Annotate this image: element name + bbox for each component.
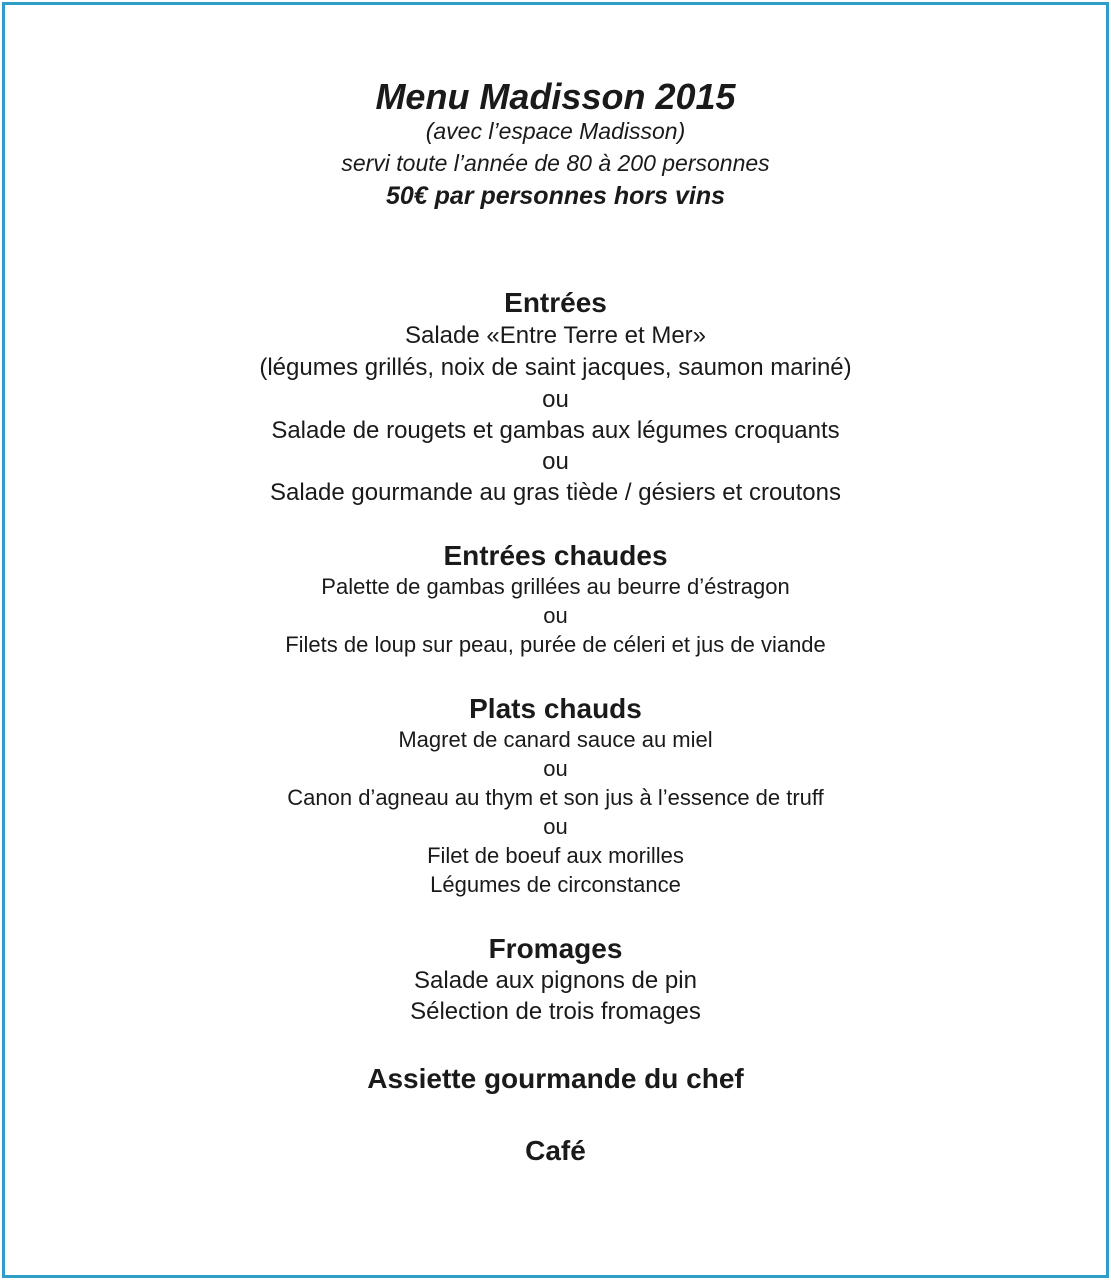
section-heading-cafe: Café <box>525 1135 586 1166</box>
menu-separator-ou: ou <box>542 386 569 413</box>
menu-item: Filet de boeuf aux morilles <box>427 843 684 868</box>
section-heading-entrees-chaudes: Entrées chaudes <box>443 540 668 571</box>
menu-subtitle-venue: (avec l’espace Madisson) <box>425 118 686 144</box>
menu-item: Salade aux pignons de pin <box>414 967 697 994</box>
section-heading-plats-chauds: Plats chauds <box>469 693 642 724</box>
menu-item: Magret de canard sauce au miel <box>398 727 713 752</box>
menu-item: Sélection de trois fromages <box>410 998 701 1025</box>
menu-item: Filets de loup sur peau, purée de céleri et jus de viande <box>285 632 826 657</box>
menu-item-detail: (légumes grillés, noix de saint jacques, saumon mariné) <box>259 354 852 381</box>
menu-separator-ou: ou <box>543 756 568 781</box>
menu-item: Salade de rougets et gambas aux légumes croquants <box>271 417 840 444</box>
menu-separator-ou: ou <box>542 448 569 475</box>
section-heading-entrees: Entrées <box>504 287 607 318</box>
menu-separator-ou: ou <box>543 603 568 628</box>
menu-item: Canon d’agneau au thym et son jus à l’essence de truff <box>287 785 824 810</box>
menu-item: Salade «Entre Terre et Mer» <box>404 322 707 349</box>
section-heading-dessert: Assiette gourmande du chef <box>367 1063 744 1094</box>
menu-item: Palette de gambas grillées au beurre d’éstragon <box>321 574 790 599</box>
menu-separator-ou: ou <box>543 814 568 839</box>
menu-subtitle-capacity: servi toute l’année de 80 à 200 personnes <box>341 150 770 176</box>
menu-item: Salade gourmande au gras tiède / gésiers et croutons <box>269 479 842 506</box>
menu-title: Menu Madisson 2015 <box>375 76 736 117</box>
menu-item: Légumes de circonstance <box>430 872 681 897</box>
section-heading-fromages: Fromages <box>488 933 623 964</box>
menu-price: 50€ par personnes hors vins <box>385 182 726 210</box>
